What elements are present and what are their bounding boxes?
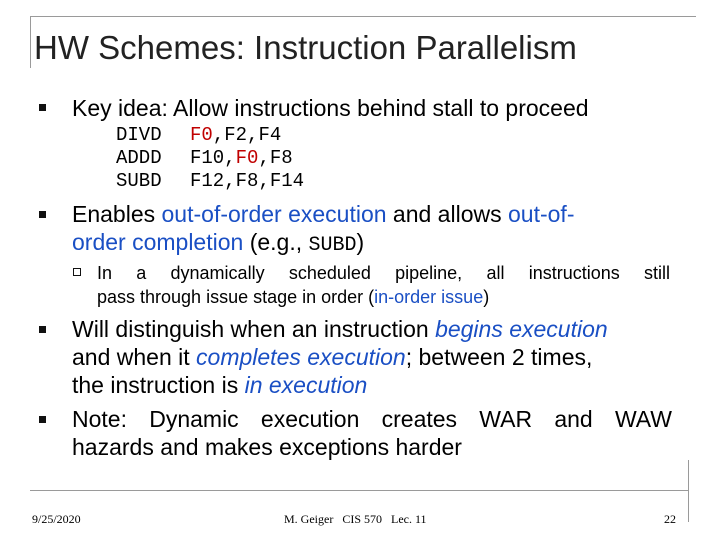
highlight-in-order-issue: in-order issue <box>374 287 484 307</box>
text-span: ) <box>356 229 365 255</box>
bullet-key-idea <box>72 94 589 122</box>
footer-frame-right <box>688 460 689 522</box>
code-op: DIVD <box>116 124 162 146</box>
code-src1: F2 <box>224 124 248 146</box>
bullet-distinguish-line2 <box>72 343 592 371</box>
code-dest: F10 <box>190 147 225 169</box>
sub-bullet-icon <box>73 268 81 276</box>
footer-page-number: 22 <box>664 512 676 526</box>
text-span: Enables <box>72 201 162 227</box>
slide-title: HW Schemes: Instruction Parallelism <box>34 29 577 66</box>
code-line-1: DIVD F0,F2,F4 <box>116 124 282 146</box>
code-src2: F14 <box>269 170 305 192</box>
highlight-in-execution: in execution <box>244 372 368 398</box>
key-idea-text: Key idea: Allow instructions behind stall to proceed <box>72 95 589 121</box>
code-src2: F8 <box>269 147 293 169</box>
highlight-ooo-completion-part2: order completion <box>72 229 244 255</box>
footer-date: 9/25/2020 <box>32 512 81 526</box>
bullet-icon <box>39 326 46 333</box>
title-frame-top <box>30 16 696 17</box>
bullet-out-of-order-line2 <box>72 228 364 260</box>
text-span: Note: Dynamic execution creates WAR and WAW <box>72 406 672 432</box>
text-span: ) <box>483 287 490 307</box>
sub-bullet-line2 <box>97 285 489 309</box>
sub-bullet-line1 <box>97 261 670 285</box>
highlight-begins-execution: begins execution <box>435 316 608 342</box>
text-span: pass through issue stage in order ( <box>97 287 375 307</box>
code-op: SUBD <box>116 170 162 192</box>
text-span: In a dynamically scheduled pipeline, all instructions still <box>97 263 670 283</box>
code-inline: SUBD <box>308 234 357 257</box>
bullet-out-of-order <box>72 200 574 228</box>
footer-frame-bottom <box>30 490 688 491</box>
highlight-completes-execution: completes execution <box>196 344 406 370</box>
bullet-icon <box>39 104 46 111</box>
highlight-ooo-execution: out-of-order execution <box>161 201 387 227</box>
code-op: ADDD <box>116 147 162 169</box>
code-src1: F8 <box>235 170 259 192</box>
bullet-note-line2 <box>72 433 462 461</box>
title-frame-left <box>30 16 31 68</box>
highlight-ooo-completion-part1: out-of- <box>508 201 575 227</box>
bullet-distinguish-line1 <box>72 315 608 343</box>
bullet-note-line1 <box>72 405 672 433</box>
bullet-icon <box>39 416 46 423</box>
bullet-icon <box>39 211 46 218</box>
footer-course: M. Geiger CIS 570 Lec. 11 <box>284 512 427 526</box>
text-span: Will distinguish when an instruction <box>72 316 436 342</box>
text-span: hazards and makes exceptions harder <box>72 434 462 460</box>
code-src2: F4 <box>258 124 282 146</box>
code-src1: F0 <box>235 147 259 169</box>
code-dest: F0 <box>190 124 213 146</box>
code-dest: F12 <box>190 170 225 192</box>
text-span: the instruction is <box>72 372 245 398</box>
text-span: (e.g., <box>243 229 309 255</box>
text-span: ; between 2 times, <box>405 344 593 370</box>
code-line-2: ADDD F10,F0,F8 <box>116 147 293 169</box>
code-line-3: SUBD F12,F8,F14 <box>116 170 305 192</box>
bullet-distinguish-line3 <box>72 371 367 399</box>
text-span: and allows <box>386 201 508 227</box>
text-span: and when it <box>72 344 197 370</box>
